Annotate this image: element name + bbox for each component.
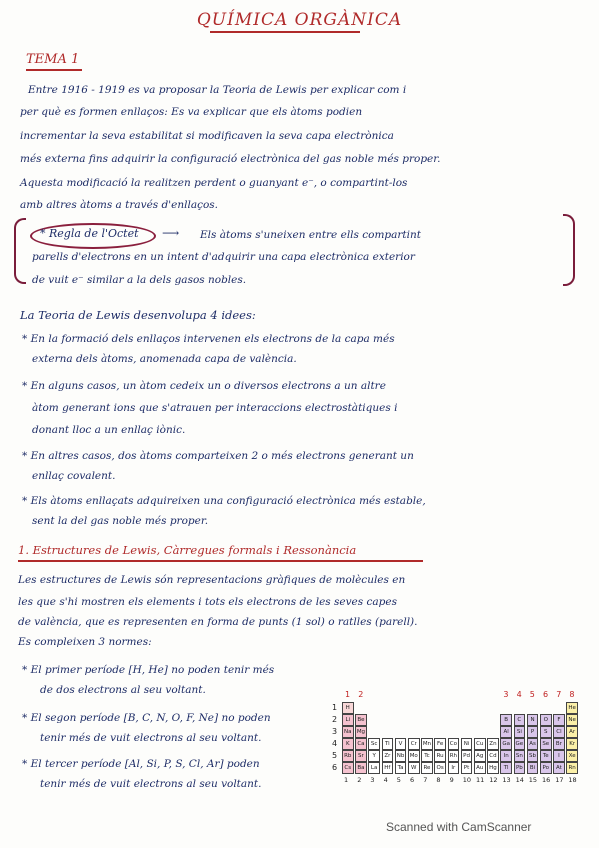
element-cell: Kr	[566, 738, 578, 750]
element-cell: Rh	[448, 750, 460, 762]
group-label-top: 6	[543, 690, 549, 699]
element-cell: Rn	[566, 762, 578, 774]
group-label: 4	[383, 776, 388, 784]
group-label: 3	[370, 776, 375, 784]
element-cell: Y	[368, 750, 380, 762]
element-cell: Ru	[434, 750, 446, 762]
group-label: 9	[449, 776, 454, 784]
idea-item: * En altres casos, dos àtoms comparteixen 2 o més electrons generant un	[22, 450, 414, 462]
period-label: 1	[332, 703, 338, 712]
element-cell: Ar	[566, 726, 578, 738]
element-cell: Ir	[448, 762, 460, 774]
group-label: 10	[462, 776, 472, 784]
idea-item: * En alguns casos, un àtom cedeix un o diversos electrons a un altre	[22, 380, 386, 392]
element-cell: Rb	[342, 750, 354, 762]
section-line: de valència, que es representen en forma de punts (1 sol) o ratlles (parell).	[18, 616, 418, 628]
element-cell: Br	[553, 738, 565, 750]
idea-item-cont: enllaç covalent.	[32, 470, 116, 482]
group-label: 8	[436, 776, 441, 784]
section-line: Es compleixen 3 normes:	[18, 636, 152, 648]
element-cell: Zr	[382, 750, 394, 762]
element-cell: Sc	[368, 738, 380, 750]
element-cell: Fe	[434, 738, 446, 750]
element-cell: Pt	[461, 762, 473, 774]
element-cell: Cd	[487, 750, 499, 762]
octet-rule-label: * Regla de l'Octet	[40, 227, 139, 240]
idea-item-cont: àtom generant ions que s'atrauen per interaccions electrostàtiques i	[32, 402, 398, 414]
idea-item: * Els àtoms enllaçats adquireixen una configuració electrònica més estable,	[22, 495, 426, 507]
idea-item: * En la formació dels enllaços intervenen els electrons de la capa més	[22, 333, 395, 345]
element-cell: Au	[474, 762, 486, 774]
norm-item-cont: de dos electrons al seu voltant.	[40, 684, 206, 696]
element-cell: I	[553, 750, 565, 762]
element-cell: As	[527, 738, 539, 750]
element-cell: Cr	[408, 738, 420, 750]
element-cell: Os	[434, 762, 446, 774]
tema-underline	[26, 69, 82, 71]
element-cell: Ag	[474, 750, 486, 762]
element-cell: Te	[540, 750, 552, 762]
element-cell: In	[500, 750, 512, 762]
element-cell: Cl	[553, 726, 565, 738]
element-cell: Re	[421, 762, 433, 774]
octet-line: de vuit e⁻ similar a la dels gasos nobles.	[32, 274, 247, 286]
group-label: 18	[568, 776, 577, 784]
element-cell: Zn	[487, 738, 499, 750]
element-cell: Ta	[395, 762, 407, 774]
element-cell: Pb	[514, 762, 526, 774]
element-cell: Pd	[461, 750, 473, 762]
element-cell: O	[540, 714, 552, 726]
element-cell: Ba	[355, 762, 367, 774]
group-label: 11	[476, 776, 485, 784]
section-heading: 1. Estructures de Lewis, Càrregues formals i Ressonància	[18, 543, 357, 557]
element-cell: La	[368, 762, 380, 774]
group-label: 16	[542, 776, 551, 784]
element-cell: Sn	[514, 750, 526, 762]
norm-item: * El tercer període [Al, Si, P, S, Cl, Ar] poden	[22, 758, 260, 770]
period-label: 5	[332, 751, 338, 760]
norm-item: * El segon període [B, C, N, O, F, Ne] no poden	[22, 712, 271, 724]
group-label-top: 8	[569, 690, 575, 699]
group-label: 15	[528, 776, 538, 784]
intro-line: Entre 1916 - 1919 es va proposar la Teoria de Lewis per explicar com i	[28, 84, 407, 96]
norm-item-cont: tenir més de vuit electrons al seu voltant.	[40, 732, 262, 744]
group-label: 7	[423, 776, 428, 784]
element-cell: Sr	[355, 750, 367, 762]
ideas-intro: La Teoria de Lewis desenvolupa 4 idees:	[20, 308, 256, 322]
element-cell: Sb	[527, 750, 539, 762]
element-cell: Mo	[408, 750, 420, 762]
element-cell: Cu	[474, 738, 486, 750]
group-label-top: 5	[529, 690, 535, 699]
group-label: 1	[344, 776, 349, 784]
group-label-top: 2	[358, 690, 364, 699]
intro-line: més externa fins adquirir la configuració electrònica del gas noble més proper.	[20, 153, 441, 165]
element-cell: Hf	[382, 762, 394, 774]
element-cell: B	[500, 714, 512, 726]
octet-line: parells d'electrons en un intent d'adquirir una capa electrònica exterior	[32, 251, 415, 263]
element-cell: Si	[514, 726, 526, 738]
arrow-icon: ⟶	[162, 226, 180, 240]
element-cell: S	[540, 726, 552, 738]
group-label: 6	[410, 776, 415, 784]
element-cell: W	[408, 762, 420, 774]
intro-line: per què es formen enllaços: Es va explicar que els àtoms podien	[20, 106, 363, 118]
section-line: les que s'hi mostren els elements i tots els electrons de les seves capes	[18, 596, 397, 608]
element-cell: Tl	[500, 762, 512, 774]
element-cell: K	[342, 738, 354, 750]
intro-line: Aquesta modificació la realitzen perdent o guanyant e⁻, o compartint-los	[20, 177, 408, 189]
norm-item: * El primer període [H, He] no poden tenir més	[22, 664, 275, 676]
intro-line: incrementar la seva estabilitat si modificaven la seva capa electrònica	[20, 130, 394, 142]
group-label: 5	[396, 776, 401, 784]
section-line: Les estructures de Lewis són representacions gràfiques de molècules en	[18, 574, 406, 586]
element-cell: Na	[342, 726, 354, 738]
element-cell: C	[514, 714, 526, 726]
element-cell: Ga	[500, 738, 512, 750]
group-label-top: 4	[516, 690, 522, 699]
element-cell: Al	[500, 726, 512, 738]
element-cell: Bi	[527, 762, 539, 774]
element-cell: Co	[448, 738, 460, 750]
period-label: 3	[332, 727, 338, 736]
group-label: 17	[555, 776, 564, 784]
title-underline	[210, 31, 360, 33]
element-cell: At	[553, 762, 565, 774]
period-label: 4	[332, 739, 338, 748]
intro-line: amb altres àtoms a través d'enllaços.	[20, 199, 219, 211]
period-label: 6	[332, 763, 338, 772]
element-cell: Ni	[461, 738, 473, 750]
idea-item-cont: sent la del gas noble més proper.	[32, 515, 209, 527]
element-cell: N	[527, 714, 539, 726]
element-cell: Cs	[342, 762, 354, 774]
element-cell: Ti	[382, 738, 394, 750]
group-label-top: 3	[503, 690, 509, 699]
element-cell: Be	[355, 714, 367, 726]
element-cell: Xe	[566, 750, 578, 762]
left-brace	[14, 218, 26, 284]
idea-item-cont: externa dels àtoms, anomenada capa de valència.	[32, 353, 297, 365]
right-brace	[563, 214, 575, 286]
element-cell: Mg	[355, 726, 367, 738]
group-label: 12	[489, 776, 498, 784]
group-label-top: 7	[556, 690, 562, 699]
element-cell: Mn	[421, 738, 433, 750]
group-label: 13	[502, 776, 511, 784]
page-title: QUÍMICA ORGÀNICA	[196, 10, 403, 30]
element-cell: Hg	[487, 762, 499, 774]
element-cell: Ge	[514, 738, 526, 750]
element-cell: F	[553, 714, 565, 726]
section-underline	[18, 560, 423, 562]
octet-line: Els àtoms s'uneixen entre ells compartint	[200, 229, 421, 241]
group-label: 14	[515, 776, 524, 784]
periodic-table	[330, 692, 588, 792]
tema-heading: TEMA 1	[26, 52, 80, 67]
element-cell: V	[395, 738, 407, 750]
element-cell: Li	[342, 714, 354, 726]
element-cell: Tc	[421, 750, 433, 762]
element-cell: Se	[540, 738, 552, 750]
element-cell: Po	[540, 762, 552, 774]
group-label: 2	[357, 776, 362, 784]
norm-item-cont: tenir més de vuit electrons al seu voltant.	[40, 778, 262, 790]
element-cell: Nb	[395, 750, 407, 762]
group-label-top: 1	[345, 690, 351, 699]
element-cell: He	[566, 702, 578, 714]
element-cell: Ca	[355, 738, 367, 750]
scanner-watermark: Scanned with CamScanner	[386, 820, 532, 834]
idea-item-cont: donant lloc a un enllaç iònic.	[32, 424, 186, 436]
element-cell: H	[342, 702, 354, 714]
element-cell: P	[527, 726, 539, 738]
element-cell: Ne	[566, 714, 578, 726]
period-label: 2	[332, 715, 338, 724]
